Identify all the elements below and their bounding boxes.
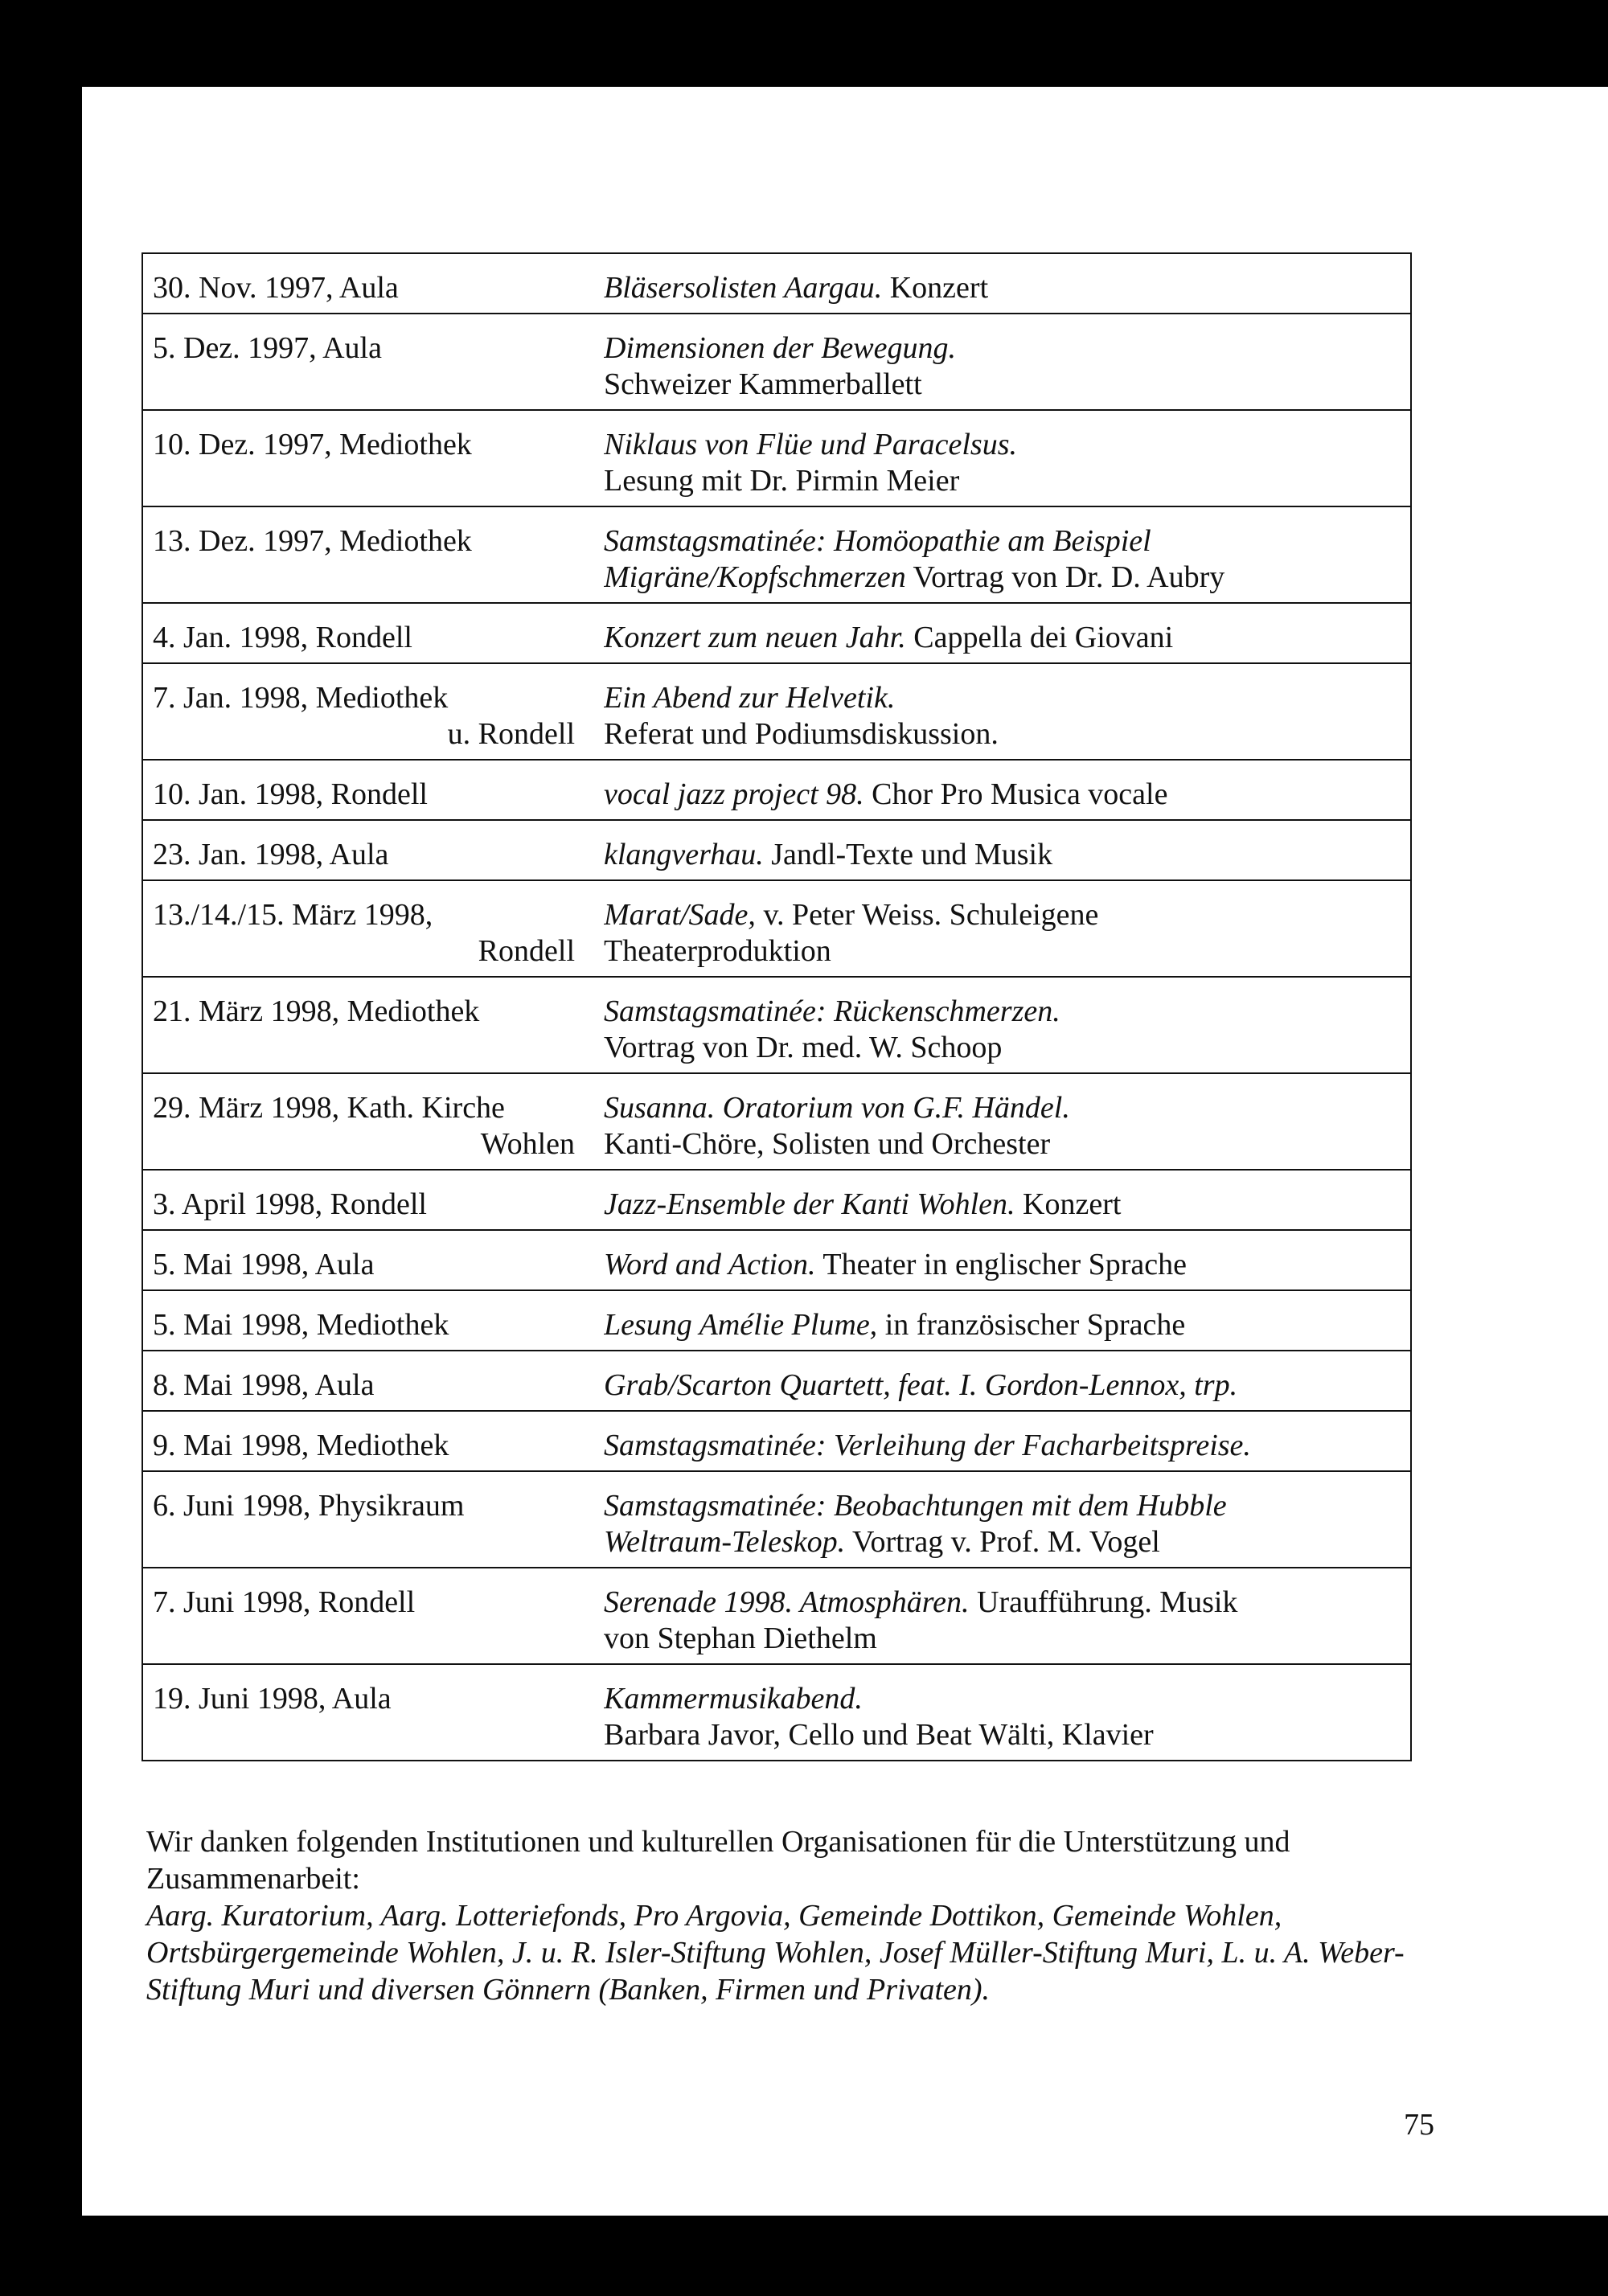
event-row: [142, 1471, 1411, 1568]
event-detail-line: [604, 1717, 1404, 1753]
event-date-cell: [142, 1471, 604, 1568]
event-title: Word and Action.: [604, 1248, 816, 1281]
event-title: vocal jazz project 98.: [604, 777, 864, 811]
event-description-cell: [604, 603, 1411, 663]
event-date-continued: u. Rondell: [447, 717, 575, 751]
event-date-cell: [142, 1230, 604, 1290]
event-detail-line: [604, 1524, 1404, 1560]
event-row: [142, 314, 1411, 410]
event-title: Lesung Amélie Plume,: [604, 1308, 878, 1342]
event-row: [142, 1568, 1411, 1664]
event-detail-text: Lesung mit Dr. Pirmin Meier: [604, 464, 960, 498]
event-row: [142, 253, 1411, 314]
event-row: [142, 1230, 1411, 1290]
event-detail-text: von Stephan Diethelm: [604, 1622, 877, 1655]
event-date: 29. März 1998, Kath. Kirche: [153, 1091, 505, 1125]
event-date: 21. März 1998, Mediothek: [153, 994, 480, 1028]
event-row: [142, 880, 1411, 977]
event-detail-line: [604, 560, 1404, 596]
event-date-cell: [142, 253, 604, 314]
event-date: 30. Nov. 1997, Aula: [153, 271, 399, 305]
event-row: [142, 506, 1411, 603]
event-detail: in französischer Sprache: [877, 1308, 1186, 1342]
event-detail-text: Vortrag von Dr. D. Aubry: [905, 560, 1225, 594]
event-title: Niklaus von Flüe und Paracelsus.: [604, 428, 1017, 461]
event-date-cell: [142, 820, 604, 880]
event-date: 3. April 1998, Rondell: [153, 1187, 427, 1221]
event-date: 5. Dez. 1997, Aula: [153, 331, 382, 365]
event-date: 7. Jan. 1998, Mediothek: [153, 681, 449, 715]
event-date-cell: [142, 977, 604, 1073]
event-date-cell: [142, 1411, 604, 1471]
event-detail-line: [604, 933, 1404, 970]
event-date-continued: Wohlen: [480, 1127, 575, 1161]
event-detail-text: Schweizer Kammerballett: [604, 367, 922, 401]
event-detail: v. Peter Weiss. Schuleigene: [755, 898, 1099, 932]
sponsor-list: Aarg. Kuratorium, Aarg. Lotteriefonds, Pro Argovia, Gemeinde Dottikon, Gemeinde Wohlen, Ortsbürgergemeinde Wohlen, J. u. R. Isler-Stiftung Wohlen, Josef Müller-Stiftung Muri, L. u. A. Weber-Stiftung Muri und diversen Gönnern (Banken, Firmen und Privaten).: [146, 1899, 1405, 2007]
acknowledgement-intro: Wir danken folgenden Institutionen und kulturellen Organisationen für die Unterstützung und Zusammenarbeit:: [146, 1825, 1290, 1896]
event-date: 8. Mai 1998, Aula: [153, 1368, 375, 1402]
event-description-cell: [604, 820, 1411, 880]
event-row: [142, 760, 1411, 820]
event-title: Jazz-Ensemble der Kanti Wohlen.: [604, 1187, 1015, 1221]
event-description-cell: [604, 253, 1411, 314]
event-title: Konzert zum neuen Jahr.: [604, 621, 906, 654]
event-detail-line: [604, 463, 1404, 499]
event-detail-line: [604, 1126, 1404, 1162]
event-description-cell: [604, 1411, 1411, 1471]
event-detail: Uraufführung. Musik: [969, 1585, 1238, 1619]
event-description-cell: [604, 1351, 1411, 1411]
event-detail-text: Vortrag v. Prof. M. Vogel: [845, 1525, 1160, 1559]
event-description-cell: [604, 314, 1411, 410]
event-title: Ein Abend zur Helvetik.: [604, 681, 896, 715]
event-description-cell: [604, 1290, 1411, 1351]
event-description-cell: [604, 1664, 1411, 1761]
event-date-cell: [142, 880, 604, 977]
event-title: Kammermusikabend.: [604, 1682, 863, 1716]
event-date: 5. Mai 1998, Aula: [153, 1248, 375, 1281]
event-date: 5. Mai 1998, Mediothek: [153, 1308, 449, 1342]
event-date-cell: [142, 410, 604, 506]
event-title: Bläsersolisten Aargau.: [604, 271, 883, 305]
event-date-cell: [142, 1073, 604, 1170]
event-title-continued: Migräne/Kopfschmerzen: [604, 560, 906, 594]
event-date: 13./14./15. März 1998,: [153, 898, 433, 932]
event-row: [142, 977, 1411, 1073]
event-date-cell: [142, 603, 604, 663]
event-date-cell: [142, 1290, 604, 1351]
event-title: Samstagsmatinée: Homöopathie am Beispiel: [604, 524, 1151, 558]
event-description-cell: [604, 410, 1411, 506]
event-description-cell: [604, 506, 1411, 603]
event-detail-text: Vortrag von Dr. med. W. Schoop: [604, 1031, 1003, 1064]
event-title: Dimensionen der Bewegung.: [604, 331, 956, 365]
event-detail-text: Barbara Javor, Cello und Beat Wälti, Klavier: [604, 1718, 1154, 1752]
event-description-cell: [604, 977, 1411, 1073]
event-detail: Konzert: [882, 271, 989, 305]
event-row: [142, 603, 1411, 663]
event-title-continued: Weltraum-Teleskop.: [604, 1525, 846, 1559]
event-date: 10. Jan. 1998, Rondell: [153, 777, 428, 811]
event-date-cell: [142, 1170, 604, 1230]
event-date-cell: [142, 506, 604, 603]
event-title: Susanna. Oratorium von G.F. Händel.: [604, 1091, 1070, 1125]
event-row: [142, 1664, 1411, 1761]
event-date-cell: [142, 1568, 604, 1664]
event-detail-text: Kanti-Chöre, Solisten und Orchester: [604, 1127, 1051, 1161]
event-detail-line: [604, 1030, 1404, 1066]
event-date: 7. Juni 1998, Rondell: [153, 1585, 416, 1619]
event-row: [142, 1351, 1411, 1411]
event-date-cell: [142, 314, 604, 410]
event-title: Samstagsmatinée: Rückenschmerzen.: [604, 994, 1060, 1028]
event-description-cell: [604, 880, 1411, 977]
event-description-cell: [604, 663, 1411, 760]
event-date: 13. Dez. 1997, Mediothek: [153, 524, 472, 558]
event-detail-line: [604, 367, 1404, 403]
event-date-cell: [142, 1664, 604, 1761]
event-title: Serenade 1998. Atmosphären.: [604, 1585, 970, 1619]
event-detail-line: [604, 1621, 1404, 1657]
event-detail-text: Theaterproduktion: [604, 934, 831, 968]
event-description-cell: [604, 1073, 1411, 1170]
event-date-cell: [142, 760, 604, 820]
event-title: Marat/Sade,: [604, 898, 756, 932]
page-number: 75: [1404, 2108, 1434, 2142]
event-rows: [142, 253, 1411, 1761]
event-title: Samstagsmatinée: Verleihung der Facharbeitspreise.: [604, 1429, 1251, 1462]
event-description-cell: [604, 1471, 1411, 1568]
event-date-cell: [142, 663, 604, 760]
event-title: Grab/Scarton Quartett, feat. I. Gordon-Lennox, trp.: [604, 1368, 1238, 1402]
event-detail-line: [604, 716, 1404, 752]
event-date: 6. Juni 1998, Physikraum: [153, 1489, 465, 1523]
event-detail: Chor Pro Musica vocale: [863, 777, 1168, 811]
event-detail: Konzert: [1015, 1187, 1122, 1221]
event-row: [142, 1170, 1411, 1230]
event-description-cell: [604, 1568, 1411, 1664]
event-date: 10. Dez. 1997, Mediothek: [153, 428, 472, 461]
acknowledgement-paragraph: [146, 1823, 1449, 2008]
event-description-cell: [604, 1170, 1411, 1230]
event-date: 23. Jan. 1998, Aula: [153, 838, 389, 871]
event-row: [142, 1073, 1411, 1170]
event-detail: Jandl-Texte und Musik: [763, 838, 1053, 871]
event-date-cell: [142, 1351, 604, 1411]
event-date: 4. Jan. 1998, Rondell: [153, 621, 412, 654]
document-page: [82, 87, 1608, 2216]
event-detail: Cappella dei Giovani: [905, 621, 1174, 654]
event-date: 9. Mai 1998, Mediothek: [153, 1429, 449, 1462]
event-table: [142, 252, 1412, 1761]
event-date-continued: Rondell: [478, 934, 575, 968]
event-title: klangverhau.: [604, 838, 764, 871]
event-description-cell: [604, 1230, 1411, 1290]
event-row: [142, 820, 1411, 880]
event-detail: Theater in englischer Sprache: [815, 1248, 1187, 1281]
event-detail-text: Referat und Podiumsdiskussion.: [604, 717, 999, 751]
event-row: [142, 410, 1411, 506]
event-date: 19. Juni 1998, Aula: [153, 1682, 392, 1716]
event-row: [142, 663, 1411, 760]
event-title: Samstagsmatinée: Beobachtungen mit dem Hubble: [604, 1489, 1227, 1523]
event-row: [142, 1290, 1411, 1351]
event-description-cell: [604, 760, 1411, 820]
event-row: [142, 1411, 1411, 1471]
